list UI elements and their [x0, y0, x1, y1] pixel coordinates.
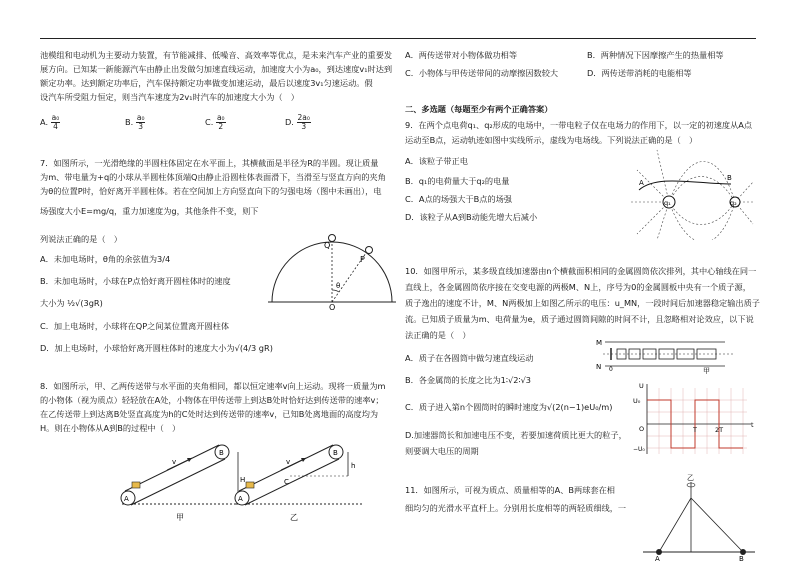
label-jia: 甲 — [703, 367, 710, 374]
field-lines — [631, 150, 755, 240]
q7-option-a: A．未加电场时，θ角的余弦值为3/4 — [40, 254, 171, 264]
block — [246, 482, 254, 488]
label-n: N — [596, 363, 602, 371]
label-theta: θ — [336, 282, 341, 290]
label-q1: q₁ — [664, 199, 671, 207]
label-t: T — [693, 426, 697, 434]
q10-option-d-cont: 则要调大电压的周期 — [405, 446, 479, 456]
q8-line: H。则在小物体从A到B的过程中（ ） — [40, 423, 181, 433]
q10-option-d: D.加速器筒长和加速电压不变，若要加速荷质比更大的粒子， — [405, 430, 627, 440]
label-a: A — [655, 555, 660, 561]
label-zero: 0 — [609, 366, 613, 373]
fraction: $\frac{\text{a₀}}{2}$ — [216, 113, 225, 131]
q7-option-c: C．加上电场时，小球将在QP之间某位置离开圆柱体 — [40, 321, 230, 331]
q9-option-b: B．q₁的电荷量大于q₂的电量 — [405, 176, 510, 186]
q10-accelerator-figure — [595, 338, 755, 374]
label-b: B — [219, 449, 224, 457]
label-h-small: h — [351, 462, 356, 470]
q10-option-b: B．各金属筒的长度之比为1∶√2∶√3 — [405, 375, 532, 385]
q8-conveyor-yi-figure — [226, 438, 366, 522]
label-a: A — [639, 179, 644, 187]
q6-line: 额定功率。达到额定功率后，汽车保持额定功率做变加速运动，最后以速度3v₁匀速运动。假 — [40, 78, 373, 88]
label-h: H — [240, 476, 246, 484]
string-b — [691, 498, 743, 552]
q8-line: 8．如图所示，甲、乙两传送带与水平面的夹角相同，都以恒定速率v向上运动。现将一质量为m — [40, 381, 386, 391]
label-b: B — [727, 174, 732, 182]
q10-voltage-graph — [633, 378, 757, 460]
q10-line: 10．如图甲所示，某多级直线加速器由n个横截面积相同的金属圆筒依次排列，其中心轴线在同一 — [405, 266, 757, 276]
q8-line: 在乙传送带上到达离B处竖直高度为h的C处时达到传送带的速率v，已知B处离地面的高度均为 — [40, 409, 379, 419]
q6-line: 展方向。已知某一新能源汽车由静止出发做匀加速直线运动，加速度大小为a₀，到达速度v₁时达到 — [40, 64, 393, 74]
label-o: O — [639, 425, 645, 433]
q8-line: 的小物体（视为质点）轻轻放在A处，小物体在甲传送带上到达B处时恰好达到传送带的速率v； — [40, 395, 384, 405]
q6-line: 设汽车所受阻力恒定，则当汽车速度为2v₁时汽车的加速度大小为（ ） — [40, 92, 299, 102]
q7-line: 列说法正确的是（ ） — [40, 234, 122, 244]
q10-option-a: A．质子在各圆筒中做匀速直线运动 — [405, 353, 534, 363]
q10-line: 质子逸出的速度不计，M、N两极加上如图乙所示的电压：u_MN，一段时间后加速器稳定输出质子 — [405, 298, 760, 308]
q10-line: 法正确的是（ ） — [405, 330, 471, 340]
q6-option-d: D. $\frac{\text{2a₀}}{3}$ — [285, 113, 310, 131]
grid — [647, 388, 747, 454]
q8-option-b: B．两种情况下因摩擦产生的热量相等 — [587, 50, 724, 60]
label-v: v — [172, 458, 177, 466]
q9-option-c: C．A点的场强大于B点的场强 — [405, 194, 512, 204]
label-u0: U₀ — [633, 397, 641, 405]
label-q: Q — [324, 241, 331, 250]
section-title-multi-choice: 二、多选题（每题至少有两个正确答案） — [405, 104, 553, 114]
q6-option-a: A. $\frac{\text{a₀}}{4}$ — [40, 113, 60, 131]
q11-line: 细均匀的光滑水平直杆上。分别用长度相等的两轻质细线，一 — [405, 503, 627, 513]
q9-line: 运动至B点，运动轨迹如图中实线所示，虚线为电场线。下列说法正确的是（ ） — [405, 135, 698, 145]
q9-field-figure — [627, 140, 757, 240]
label-a: A — [238, 495, 243, 503]
q7-line: 场强度大小E=mg/q，重力加速度为g，其他条件不变，则下 — [40, 206, 259, 216]
q10-option-c: C．质子进入第n个圆筒时的瞬时速度为√(2(n−1)eU₀/m) — [405, 402, 613, 412]
q9-option-d: D．该粒子从A到B动能先增大后减小 — [405, 212, 538, 222]
q10-line: 流。已知质子质量为m、电荷量为e，质子通过圆筒间隙的时间不计，且忽略相对论效应，以下说 — [405, 314, 754, 324]
label-a: A — [124, 495, 129, 503]
q6-line: 池模组和电动机为主要动力装置，有节能减排、低噪音、高效率等优点，是未来汽车产业的重要发 — [40, 50, 393, 60]
label-u: U — [639, 382, 644, 390]
fraction: $\frac{\text{a₀}}{4}$ — [51, 113, 60, 131]
q8-option-a: A．两传送带对小物体做功相等 — [405, 50, 518, 60]
q6-option-c: C. $\frac{\text{a₀}}{2}$ — [205, 113, 225, 131]
ball-at-p — [366, 247, 373, 254]
label-neg-u0: −U₀ — [633, 446, 645, 453]
q10-line: 直线上，各金属圆筒依序接在交变电源的两极M、N上，序号为0的金属圆板中央有一个质子源， — [405, 282, 751, 292]
label-p: P — [360, 255, 365, 264]
label-jia: 甲 — [176, 513, 184, 522]
header-rule — [40, 38, 756, 39]
q7-semicircle-figure — [268, 228, 396, 310]
q7-line: 7．如图所示，一光滑绝缘的半圆柱体固定在水平面上，其横截面是半径为R的半圆。现让质量 — [40, 158, 379, 168]
label-m: M — [596, 339, 603, 347]
belt-lower — [245, 459, 339, 505]
label-v: v — [286, 458, 291, 466]
label-b: B — [739, 555, 744, 561]
label-2t: 2T — [715, 426, 724, 434]
label-b: B — [333, 449, 338, 457]
q7-line: 为θ的位置P时，恰好离开半圆柱体。若在空间加上方向竖直向下的匀强电场（图中未画出），电 — [40, 186, 382, 196]
label-c: C — [284, 478, 289, 486]
fraction: $\frac{\text{2a₀}}{3}$ — [297, 113, 310, 131]
block — [132, 482, 140, 488]
q7-option-d: D．加上电场时，小球恰好离开圆柱体时的速度大小为√(4/3 gR) — [40, 343, 273, 353]
theta-arc — [332, 290, 339, 292]
q8-option-d: D．两传送带消耗的电能相等 — [587, 68, 692, 78]
q7-line: 为m、带电量为+q的小球从半圆柱体顶端Q由静止沿圆柱体表面滑下，当滑至与竖直方向的夹角 — [40, 172, 386, 182]
label-o: O — [329, 303, 336, 310]
q8-option-c: C．小物体与甲传送带间的动摩擦因数较大 — [405, 68, 559, 78]
q11-line: 11．如图所示，可视为质点、质量相等的A、B两球套在相 — [405, 485, 615, 495]
q6-option-b: B. $\frac{\text{a₀}}{3}$ — [125, 113, 145, 131]
q7-option-b: B．未加电场时，小球在P点恰好离开圆柱体时的速度 — [40, 276, 231, 286]
label-yi: 乙 — [687, 474, 694, 482]
label-q2: q₂ — [730, 199, 737, 207]
belt-lower — [131, 459, 225, 505]
label-taxis: t — [751, 421, 754, 429]
q9-line: 9．在两个点电荷q₁、q₂形成的电场中，一带电粒子仅在电场力的作用下，以一定的初速度从A点 — [405, 120, 753, 130]
q9-option-a: A．该粒子带正电 — [405, 156, 468, 166]
label-yi: 乙 — [290, 513, 298, 522]
q7-option-b-cont: 大小为 ½√(3gR) — [40, 298, 103, 308]
q11-figure — [641, 474, 757, 561]
string-a — [659, 498, 691, 552]
fraction: $\frac{\text{a₀}}{3}$ — [136, 113, 145, 131]
